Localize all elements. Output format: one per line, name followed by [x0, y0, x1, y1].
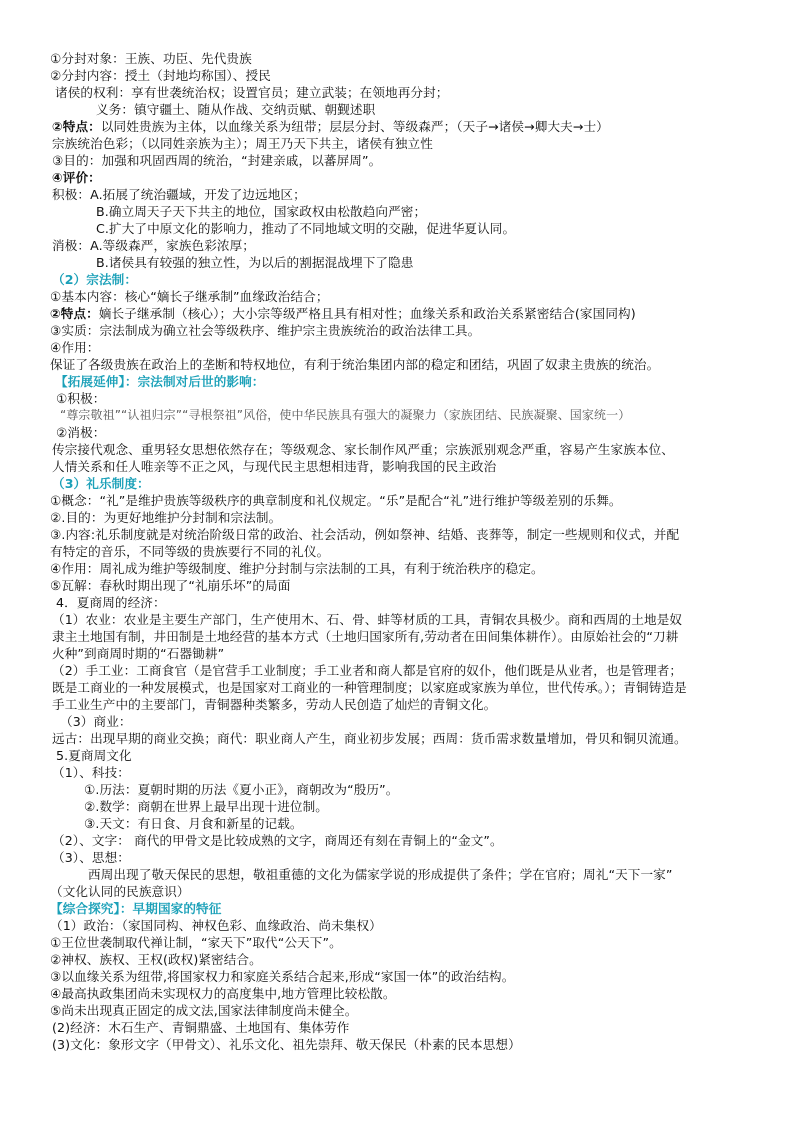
text-line: [50, 305, 636, 322]
section-heading: 5.夏商周文化: [56, 748, 132, 763]
text-line: ②.数学：商朝在世界上最早出现十进位制。: [84, 799, 328, 814]
text-line: 远古：出现早期的商业交换；商代：职业商人产生，商业初步发展；西周：货币需求数量增加，骨贝和铜贝流通。: [52, 731, 687, 746]
text-line: ①积极：: [56, 391, 106, 406]
text-line: ②消极：: [56, 425, 106, 440]
text-line: 火种”到商周时期的“石器锄耕”: [52, 646, 225, 661]
text-line: ②神权、族权、王权(政权)紧密结合。: [50, 952, 262, 967]
section-heading: （2）宗法制：: [52, 272, 138, 287]
text-line: 保证了各级贵族在政治上的垄断和特权地位，有利于统治集团内部的稳定和团结，巩固了奴隶主贵族的统治。: [50, 357, 660, 372]
feature-heading: ②特点：: [50, 306, 99, 321]
text-line: 既是工商业的一种发展模式，也是国家对工商业的一种管理制度；以家庭或家族为单位，世代传承。）；青铜铸造是: [52, 680, 687, 695]
section-heading: 【综合探究】：早期国家的特征: [50, 901, 222, 916]
extension-label: 【拓展延伸】: [55, 374, 125, 389]
text-line: B.诸侯具有较强的独立性，为以后的割据混战埋下了隐患: [96, 255, 414, 270]
extension-title: ：宗法制对后世的影响：: [124, 374, 265, 389]
text-line: ①基本内容：核心“嫡长子继承制”血缘政治结合；: [50, 289, 329, 304]
text-line: [55, 373, 265, 390]
text-line: ①.历法：夏朝时期的历法《夏小正》，商朝改为“殷历”。: [84, 782, 399, 797]
text-line: （2）手工业：工商食官（是官营手工业制度；手工业者和商人都是官府的奴仆，他们既是从业者，也是管理者；: [52, 663, 683, 678]
text-line: (2)经济：木石生产、青铜鼎盛、土地国有、集体劳作: [52, 1020, 350, 1035]
text-line: ①王位世袭制取代禅让制，“家天下”取代“公天下”。: [50, 935, 342, 950]
text-line: ①概念：“礼”是维护贵族等级秩序的典章制度和礼仪规定。“乐”是配合“礼”进行维护等级差别的乐舞。: [50, 493, 622, 508]
section-heading: ④评价：: [52, 170, 101, 185]
text-line: ①分封对象：王族、功臣、先代贵族: [50, 51, 252, 66]
text-line: 西周出现了敬天保民的思想，敬祖重德的文化为儒家学说的形成提供了条件；学在官府；周礼“天下一家”: [88, 867, 673, 882]
text-line: ③以血缘关系为纽带,将国家权力和家庭关系结合起来,形成“家国一体”的政治结构。: [50, 969, 515, 984]
section-heading: 4．夏商周的经济：: [56, 595, 166, 610]
text-line: 有特定的音乐，不同等级的贵族要行不同的礼仪。: [50, 544, 330, 559]
text-line: 人情关系和任人唯亲等不正之风，与现代民主思想相违背，影响我国的民主政治: [52, 459, 497, 474]
text-line: （3）、思想：: [52, 850, 130, 865]
text-line: 传宗接代观念、重男轻女思想依然存在；等级观念、家长制作风严重；宗族派别观念严重，容易产生家族本位、: [52, 442, 674, 457]
text-line: C.扩大了中原文化的影响力，推动了不同地域文明的交融，促进华夏认同。: [96, 221, 516, 236]
text-line: 诸侯的权利：享有世袭统治权；设置官员；建立武装；在领地再分封；: [55, 85, 449, 100]
text-line: ④作用：: [50, 340, 100, 355]
text-line: 隶主土地国有制，井田制是土地经营的基本方式（土地归国家所有,劳动者在田间集体耕作）。由原始社会的“刀耕: [52, 629, 679, 644]
text-line: ②分封内容：授土（封地均称国）、授民: [50, 68, 271, 83]
text-line: [52, 118, 609, 135]
text-content: 嫡长子继承制（核心）；大小宗等级严格且具有相对性；血缘关系和政治关系紧密结合(家国同构): [98, 306, 636, 321]
text-line: 积极：A.拓展了统治疆域，开发了边远地区；: [52, 187, 306, 202]
text-line: （1）、科技：: [52, 765, 130, 780]
text-line: ⑤瓦解：春秋时期出现了“礼崩乐坏”的局面: [50, 578, 291, 593]
text-line: ③目的：加强和巩固西周的统治，“封建亲戚，以蕃屏周”。: [52, 153, 382, 168]
text-line: ④作用：周礼成为维护等级制度、维护分封制与宗法制的工具，有利于统治秩序的稳定。: [50, 561, 544, 576]
text-line: 义务：镇守疆土、随从作战、交纳贡赋、朝觐述职: [96, 102, 376, 117]
text-line: ③实质：宗法制成为确立社会等级秩序、维护宗主贵族统治的政治法律工具。: [50, 323, 481, 338]
text-line: （1）农业：农业是主要生产部门，生产使用木、石、骨、蚌等材质的工具，青铜农具极少。商和西周的土地是奴: [52, 612, 683, 627]
text-line: 手工业生产中的主要部门，青铜器种类繁多，劳动人民创造了灿烂的青铜文化。: [52, 697, 497, 712]
text-line: （3）商业：: [60, 714, 132, 729]
text-line: ⑤尚未出现真正固定的成文法,国家法律制度尚未健全。: [50, 1003, 358, 1018]
text-line: 消极：A.等级森严，家族色彩浓厚；: [52, 238, 256, 253]
text-line: ④最高执政集团尚未实现权力的高度集中,地方管理比较松散。: [50, 986, 396, 1001]
text-line: (3)文化：象形文字（甲骨文）、礼乐文化、祖先崇拜、敬天保民（朴素的民本思想）: [52, 1037, 521, 1052]
text-line: （文化认同的民族意识）: [50, 884, 190, 899]
text-line: 宗族统治色彩；（以同姓亲族为主）；周王乃天下共主，诸侯有独立性: [52, 136, 433, 151]
text-line: ③.天文：有日食、月食和新星的记载。: [84, 816, 303, 831]
text-line: “尊宗敬祖”“认祖归宗”“寻根祭祖”风俗，使中华民族具有强大的凝聚力（家族团结、民族凝聚、国家统一）: [60, 408, 631, 422]
section-heading: （3）礼乐制度：: [52, 476, 150, 491]
text-content: 以同姓贵族为主体，以血缘关系为纽带；层层分封、等级森严；（天子→诸侯→卿大夫→士）: [100, 119, 609, 134]
text-line: （1）政治：（家国同构、神权色彩、血缘政治、尚未集权）: [50, 918, 382, 933]
text-line: ③.内容:礼乐制度就是对统治阶级日常的政治、社会活动，例如祭神、结婚、丧葬等，制定一些规则和仪式，并配: [50, 527, 680, 542]
text-line: （2）、文字： 商代的甲骨文是比较成熟的文字，商周还有刻在青铜上的“金文”。: [52, 833, 503, 848]
text-line: B.确立周天子天下共主的地位，国家政权由松散趋向严密；: [96, 204, 427, 219]
text-line: ②.目的：为更好地维护分封制和宗法制。: [50, 510, 282, 525]
feature-heading: ②特点：: [52, 119, 101, 134]
